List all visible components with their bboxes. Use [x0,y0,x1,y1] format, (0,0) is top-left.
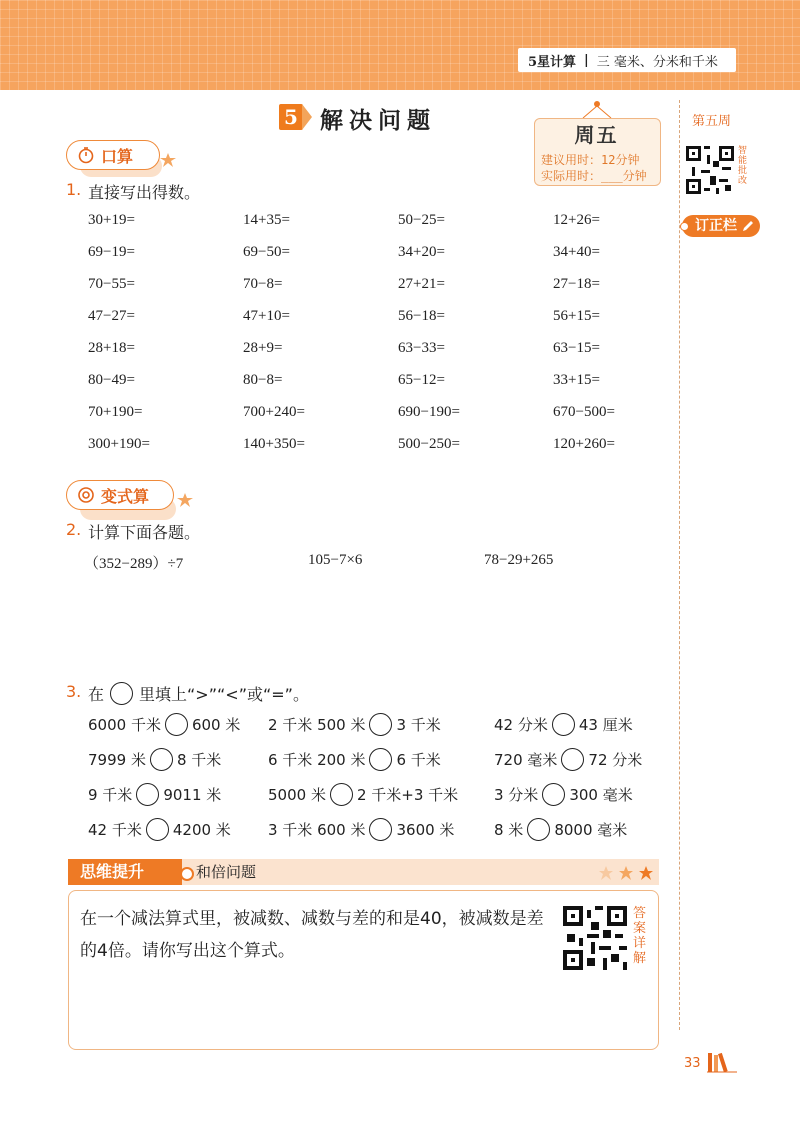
header-separator: | [584,52,589,68]
compare-left: 3 千米 600 米 [268,821,366,839]
oral-item: 300+190= [88,436,150,452]
oral-item: 80−49= [88,372,135,388]
section-variant-label: 变式算 [101,486,150,506]
answer-circle[interactable] [150,748,173,771]
compare-right: 8000 毫米 [554,821,628,839]
compare-left: 2 千米 500 米 [268,716,366,734]
oral-item: 500−250= [398,436,460,452]
oral-item: 12+26= [553,212,600,228]
oral-item: 700+240= [243,404,305,420]
suggested-time: 建议用时：12分钟 [541,153,640,167]
compare-item [268,783,458,806]
compare-left: 6 千米 200 米 [268,751,366,769]
compare-item [268,713,441,736]
answer-circle[interactable] [369,713,392,736]
header-brand: 5星计算 [528,54,577,70]
bullet-icon [680,222,689,231]
compare-left: 3 分米 [494,786,539,804]
compare-left: 7999 米 [88,751,146,769]
compare-left: 720 毫米 [494,751,558,769]
compare-right: 300 毫米 [569,786,633,804]
compare-right: 3 千米 [396,716,441,734]
q3-text [88,682,309,705]
oral-item: 47+10= [243,308,290,324]
oral-item: 28+9= [243,340,283,356]
section-oral-label: 口算 [101,146,134,166]
oral-item: 690−190= [398,404,460,420]
bullet-icon [180,867,194,881]
oral-item: 140+350= [243,436,305,452]
answer-circle[interactable] [330,783,353,806]
oral-item: 69−19= [88,244,135,260]
smart-grading-label: 智能批改 [738,146,748,186]
oral-item: 80−8= [243,372,283,388]
oral-item: 50−25= [398,212,445,228]
header-unit: 三 毫米、分米和千米 [596,54,718,70]
header-tag [518,48,736,72]
oral-item: 65−12= [398,372,445,388]
page-number: 33 [684,1056,701,1071]
compare-item [494,713,633,736]
page-title: 解决问题 [320,108,436,134]
q3-text-b: 里填上“>”“<”或“=”。 [139,685,309,704]
books-icon [707,1051,737,1073]
star-icon [160,153,176,167]
compare-left: 5000 米 [268,786,326,804]
compare-right: 4200 米 [172,821,231,839]
compare-left: 8 米 [494,821,524,839]
section-oral [66,140,160,170]
sidebar-divider [679,100,680,1030]
oral-item: 27+21= [398,276,445,292]
correction-tag: 订正栏 [682,215,760,237]
answer-circle[interactable] [552,713,575,736]
q2-number: 2. [66,520,82,539]
oral-item: 47−27= [88,308,135,324]
answer-detail-label: 答案详解 [633,906,647,966]
oral-item: 120+260= [553,436,615,452]
compare-item [494,818,627,841]
oral-item: 63−33= [398,340,445,356]
circle-icon [110,682,133,705]
answer-circle[interactable] [165,713,188,736]
q3-number: 3. [66,682,82,701]
answer-circle[interactable] [136,783,159,806]
q2-item-2: 105−7×6 [308,552,363,568]
q2-item-3: 78−29+265 [484,552,554,568]
target-icon [77,486,95,504]
compare-left: 42 千米 [88,821,142,839]
q2-answer-area[interactable] [84,580,644,670]
oral-item: 34+20= [398,244,445,260]
thinking-tag: 思维提升 [68,859,182,885]
compare-item [88,713,240,736]
oral-item: 56+15= [553,308,600,324]
compare-item [494,783,633,806]
oral-item: 33+15= [553,372,600,388]
answer-circle[interactable] [369,748,392,771]
oral-item: 28+18= [88,340,135,356]
answer-circle[interactable] [542,783,565,806]
compare-right: 72 分米 [588,751,643,769]
star-icon [177,493,193,507]
answer-circle[interactable] [527,818,550,841]
oral-item: 70−8= [243,276,283,292]
compare-item [88,783,221,806]
stopwatch-icon [77,146,95,164]
answer-circle[interactable] [146,818,169,841]
compare-item [88,748,221,771]
top-banner [0,0,800,90]
title-arrow-icon [302,104,312,130]
actual-time: 实际用时：___分钟 [541,169,647,183]
oral-item: 670−500= [553,404,615,420]
compare-item [494,748,642,771]
compare-right: 600 米 [191,716,241,734]
compare-right: 9011 米 [163,786,222,804]
answer-qr-code[interactable] [563,906,627,970]
oral-item: 30+19= [88,212,135,228]
compare-right: 2 千米+3 千米 [356,786,459,804]
oral-item: 14+35= [243,212,290,228]
compare-right: 6 千米 [396,751,441,769]
oral-item: 63−15= [553,340,600,356]
title-number: 5 [279,104,303,130]
compare-left: 6000 千米 [88,716,161,734]
q1-number: 1. [66,180,82,199]
compare-item [268,748,441,771]
oral-item: 70−55= [88,276,135,292]
oral-item: 70+190= [88,404,143,420]
q2-text: 计算下面各题。 [88,523,201,542]
compare-item [268,818,454,841]
q2-item-1: （352−289）÷7 [84,556,184,572]
compare-left: 42 分米 [494,716,548,734]
oral-item: 27−18= [553,276,600,292]
q1-text: 直接写出得数。 [88,183,201,202]
day-label: 周五 [574,123,619,147]
hanger-icon [580,100,614,120]
section-variant [66,480,174,510]
stars-icon [598,865,658,881]
compare-right: 43 厘米 [578,716,633,734]
week-label: 第五周 [692,114,732,129]
compare-right: 8 千米 [176,751,222,769]
smart-qr-code[interactable] [686,146,734,194]
thinking-question: 在一个减法算式里，被减数、减数与差的和是40，被减数是差的4倍。请你写出这个算式。 [80,909,544,961]
thinking-subtitle: 和倍问题 [196,863,257,881]
oral-item: 69−50= [243,244,290,260]
compare-right: 3600 米 [396,821,455,839]
q3-text-a: 在 [88,685,105,704]
compare-left: 9 千米 [88,786,133,804]
oral-item: 34+40= [553,244,600,260]
oral-item: 56−18= [398,308,445,324]
compare-item [88,818,231,841]
answer-circle[interactable] [369,818,392,841]
pencil-icon [741,219,755,233]
answer-circle[interactable] [561,748,584,771]
